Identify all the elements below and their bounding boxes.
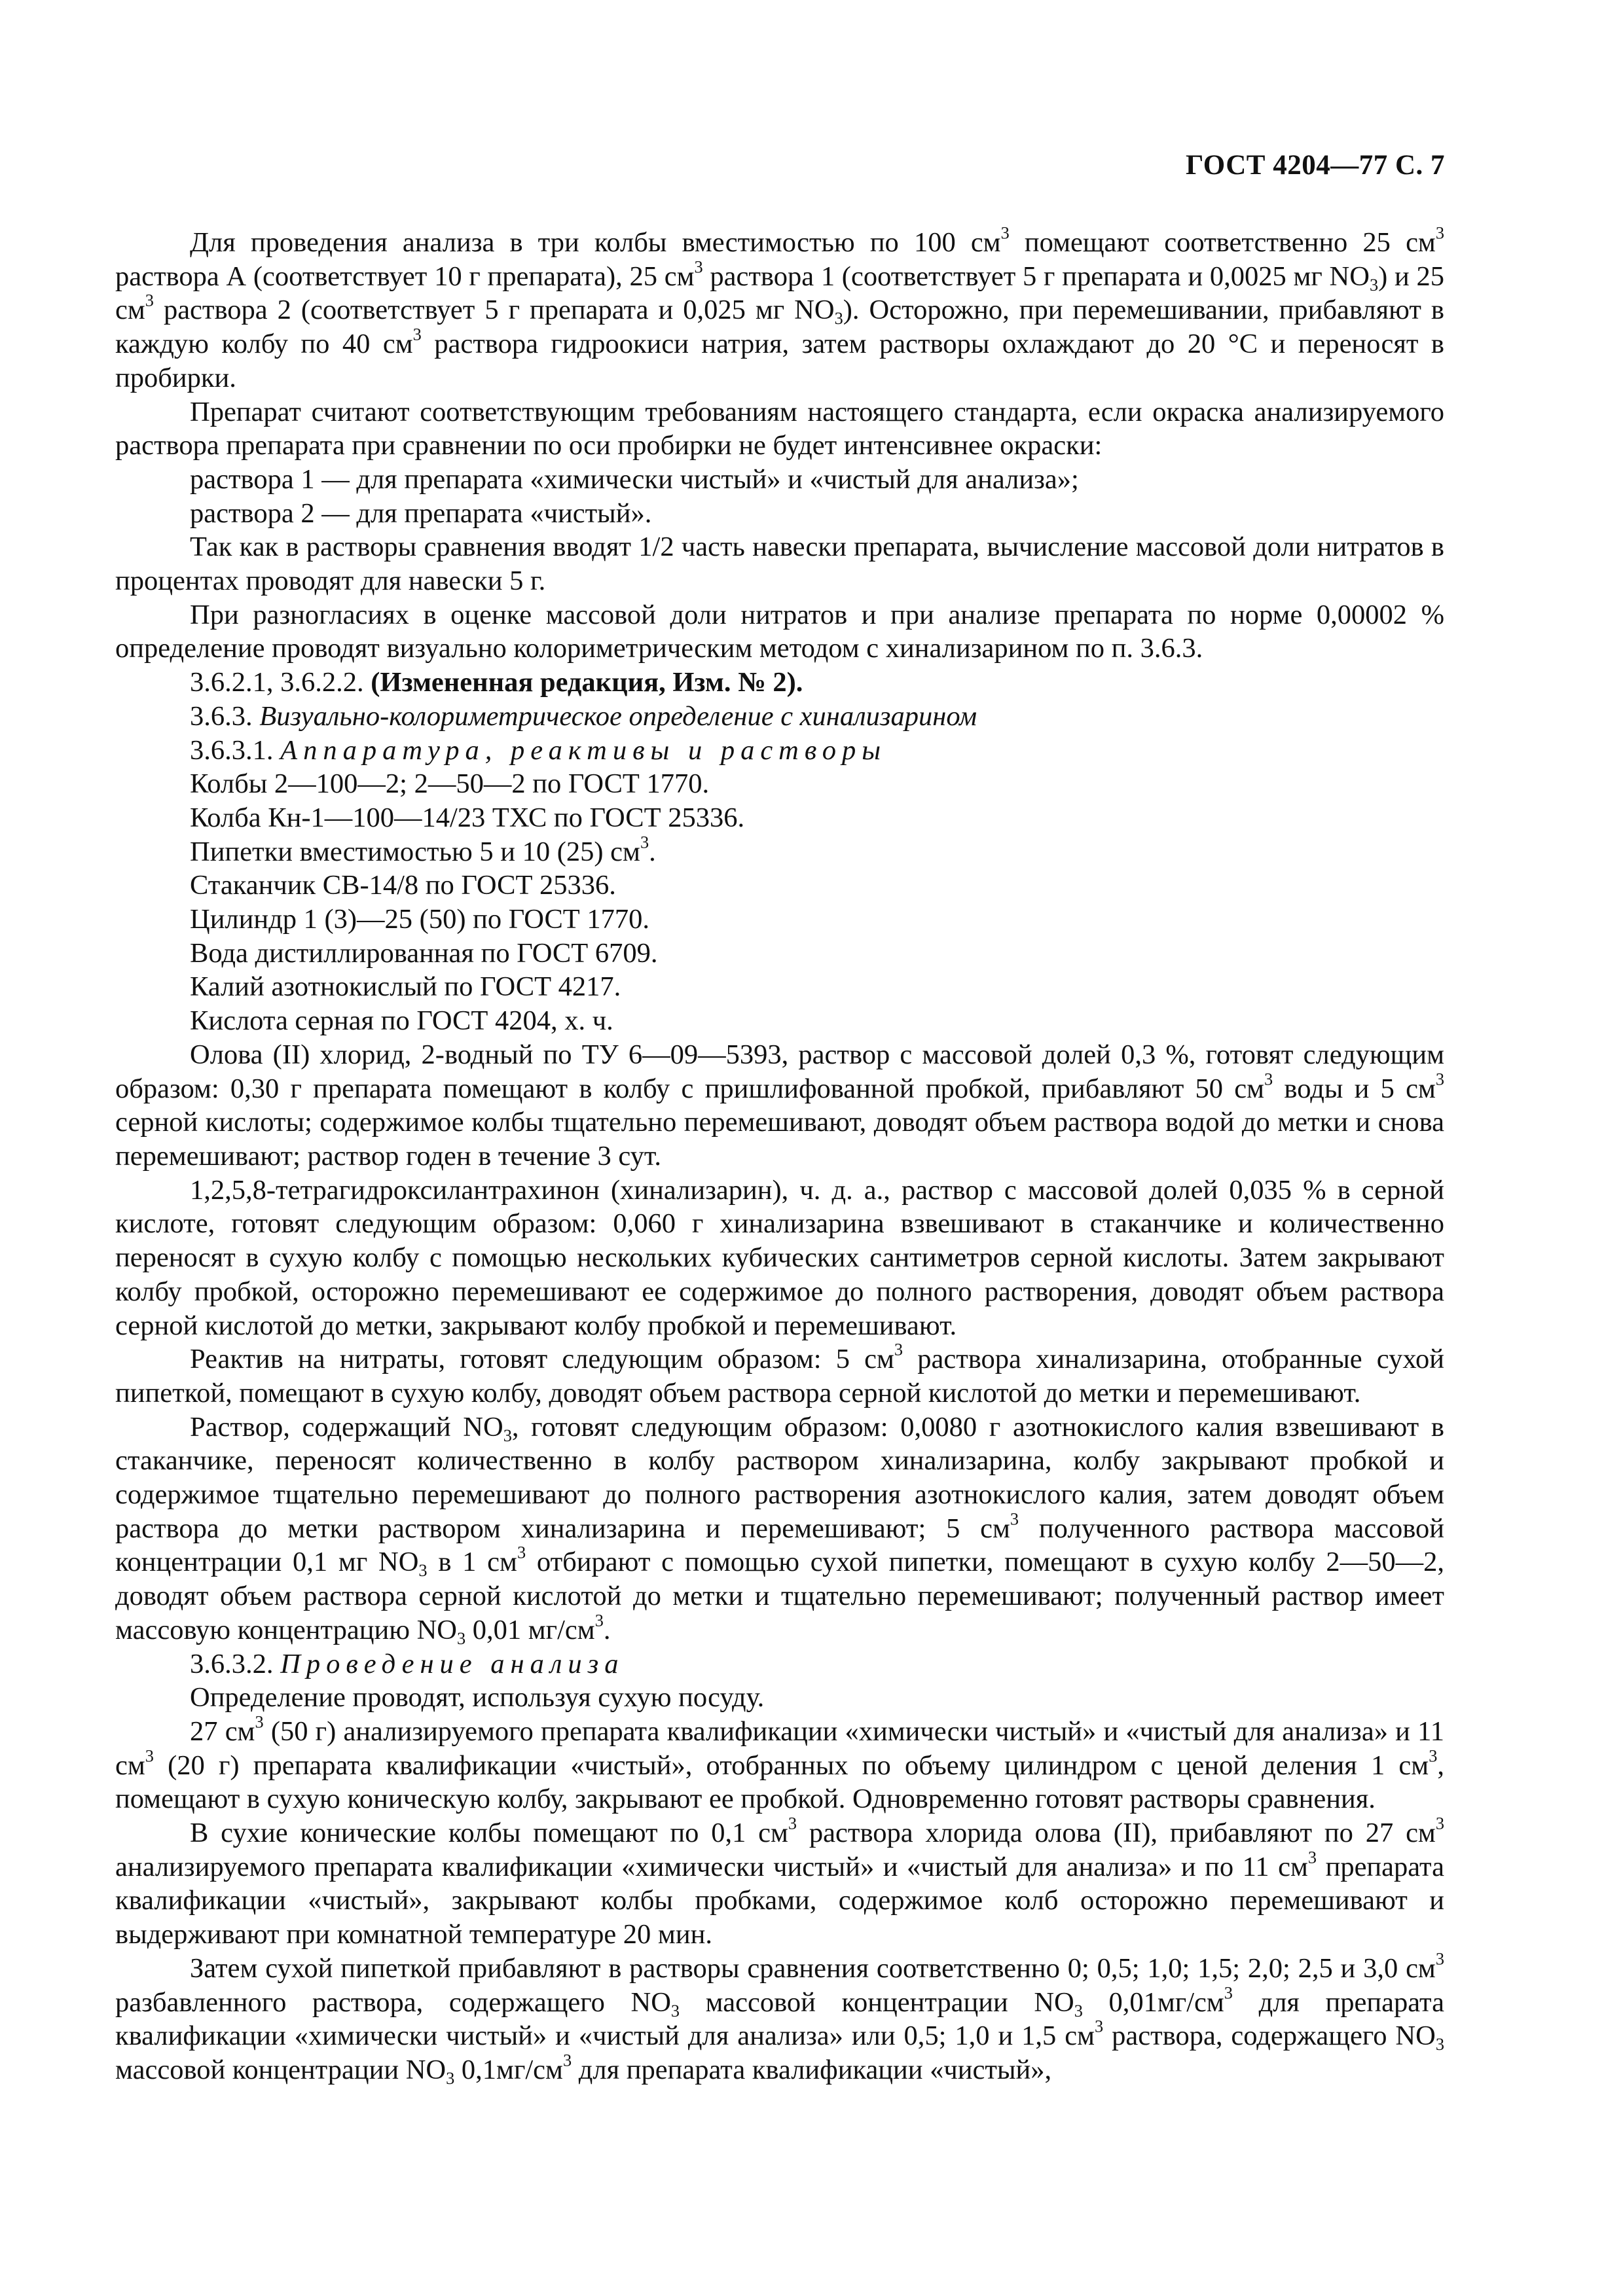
paragraph: Олова (II) хлорид, 2-водный по ТУ 6—09—5393, раствор с массовой долей 0,3 %, готовят следующим образом: 0,30 г препарата помещают в колбу с пришлифованной пробкой, прибавляют 50 $см^3$ воды и 5 $см^3$ серной кислоты; содержимое колбы тщательно перемешивают, доводят объем раствора водой до метки и снова перемешивают; раствор годен в течение 3 сут. (115, 1039, 1445, 1172)
paragraph: Реактив на нитраты, готовят следующим образом: 5 $см^3$ раствора хинализарина, отобранные сухой пипеткой, помещают в сухую колбу, доводят объем раствора серной кислотой до метки и перемешивают. (115, 1340, 1444, 1408)
reagent-item: Калий азотнокислый по ГОСТ 4217. (190, 971, 621, 1003)
amendment-note: 3.6.2.1, 3.6.2.2. (Измененная редакция, Изм. № 2). (190, 667, 803, 698)
list-item: раствора 2 — для препарата «чистый». (190, 497, 652, 529)
page-header: ГОСТ 4204—77 С. 7 (1185, 150, 1445, 181)
equipment-item: Колбы 2—100—2; 2—50—2 по ГОСТ 1770. (190, 768, 710, 800)
paragraph: При разногласиях в оценке массовой доли нитратов и при анализе препарата по норме 0,00002 % определение проводят визуально колориметрическим методом с хинализарином по п. 3.6.3. (115, 599, 1444, 664)
reagent-item: Вода дистиллированная по ГОСТ 6709. (190, 937, 658, 969)
paragraph: 27 $см^3$ (50 г) анализируемого препарата квалификации «химически чистый» и «чистый для анализа» и 11 $см^3$ (20 г) препарата квалификации «чистый», отобранных по объему цилиндром с ценой деления 1 $см^3$, помещают в сухую коническую колбу, закрывают ее пробкой. Одновременно готовят растворы сравнения. (115, 1712, 1444, 1815)
paragraph: Раствор, содержащий $NO_3$, готовят следующим образом: 0,0080 г азотнокислого калия взвешивают в стаканчике, переносят количественно в колбу раствором хинализарина, колбу закрывают пробкой и содержимое тщательно перемешивают до полного растворения азотнокислого калия, затем доводят объем раствора до метки раствором хинализарина и перемешивают; 5 $см^3$ полученного раствора массовой концентрации 0,1 мг $NO_3$ в 1 $см^3$ отбирают с помощью сухой пипетки, помещают в сухую колбу 2—50—2, доводят объем раствора серной кислотой до метки и тщательно перемешивают; полученный раствор имеет массовую концентрацию $NO_3$ 0,01 $мг/см^3$. (115, 1411, 1445, 1648)
equipment-item: Цилиндр 1 (3)—25 (50) по ГОСТ 1770. (190, 904, 650, 935)
reagent-item: Кислота серная по ГОСТ 4204, х. ч. (190, 1005, 613, 1037)
list-item: раствора 1 — для препарата «химически чистый» и «чистый для анализа»; (190, 463, 1079, 495)
paragraph: Препарат считают соответствующим требованиям настоящего стандарта, если окраска анализируемого раствора препарата при сравнении по оси пробирки не будет интенсивнее окраски: (115, 396, 1444, 461)
paragraph: Так как в растворы сравнения вводят 1/2 часть навески препарата, вычисление массовой доли нитратов в процентах проводят для навески 5 г. (115, 531, 1444, 597)
subsection-heading: 3.6.3.1. Аппаратура, реактивы и растворы (190, 734, 887, 766)
document-body (115, 223, 1445, 2088)
paragraph: 1,2,5,8-тетрагидроксилантрахинон (хинализарин), ч. д. а., раствор с массовой долей 0,035 % в серной кислоте, готовят следующим образом: 0,060 г хинализарина взвешивают в стаканчике и количественно переносят в сухую колбу с помощью нескольких кубических сантиметров серной кислоты. Затем закрывают колбу пробкой, осторожно перемешивают ее содержимое до полного растворения, доводят объем раствора серной кислотой до метки, закрывают колбу пробкой и перемешивают. (115, 1174, 1444, 1341)
paragraph: В сухие конические колбы помещают по 0,1 $см^3$ раствора хлорида олова (II), прибавляют по 27 $см^3$ анализируемого препарата квалификации «химически чистый» и «чистый для анализа» и по 11 $см^3$ препарата квалификации «чистый», закрывают колбы пробками, содержимое колб осторожно перемешивают и выдерживают при комнатной температуре 20 мин. (115, 1814, 1445, 1950)
paragraph: Определение проводят, используя сухую посуду. (190, 1682, 765, 1713)
equipment-item: Стаканчик СВ-14/8 по ГОСТ 25336. (190, 870, 616, 901)
equipment-item: Пипетки вместимостью 5 и 10 (25) $см^3$. (190, 832, 656, 867)
equipment-item: Колба Кн-1—100—14/23 ТХС по ГОСТ 25336. (190, 802, 745, 833)
subsection-heading: 3.6.3.2. Проведение анализа (190, 1648, 625, 1679)
paragraph: Для проведения анализа в три колбы вместимостью по 100 $см^3$ помещают соответственно 25 $см^3$ раствора А (соответствует 10 г препарата), 25 $см^3$ раствора 1 (соответствует 5 г препарата и 0,0025 мг $NO_3$) и 25 $см^3$ раствора 2 (соответствует 5 г препарата и 0,025 мг $NO_3$). Осторожно, при перемешивании, прибавляют в каждую колбу по 40 $см^3$ раствора гидроокиси натрия, затем растворы охлаждают до 20 °С и переносят в пробирки. (115, 223, 1444, 393)
section-heading: 3.6.3. Визуально-колориметрическое определение с хинализарином (190, 700, 977, 732)
paragraph: Затем сухой пипеткой прибавляют в растворы сравнения соответственно 0; 0,5; 1,0; 1,5; 2,0; 2,5 и 3,0 $см^3$ разбавленного раствора, содержащего $NO_3$ массовой концентрации $NO_3$ $0,01мг/см^3$ для препарата квалификации «химически чистый» и «чистый для анализа» или 0,5; 1,0 и 1,5 $см^3$ раствора, содержащего $NO_3$ массовой концентрации $NO_3$ $0,1мг/см^3$ для препарата квалификации «чистый», (115, 1949, 1444, 2088)
